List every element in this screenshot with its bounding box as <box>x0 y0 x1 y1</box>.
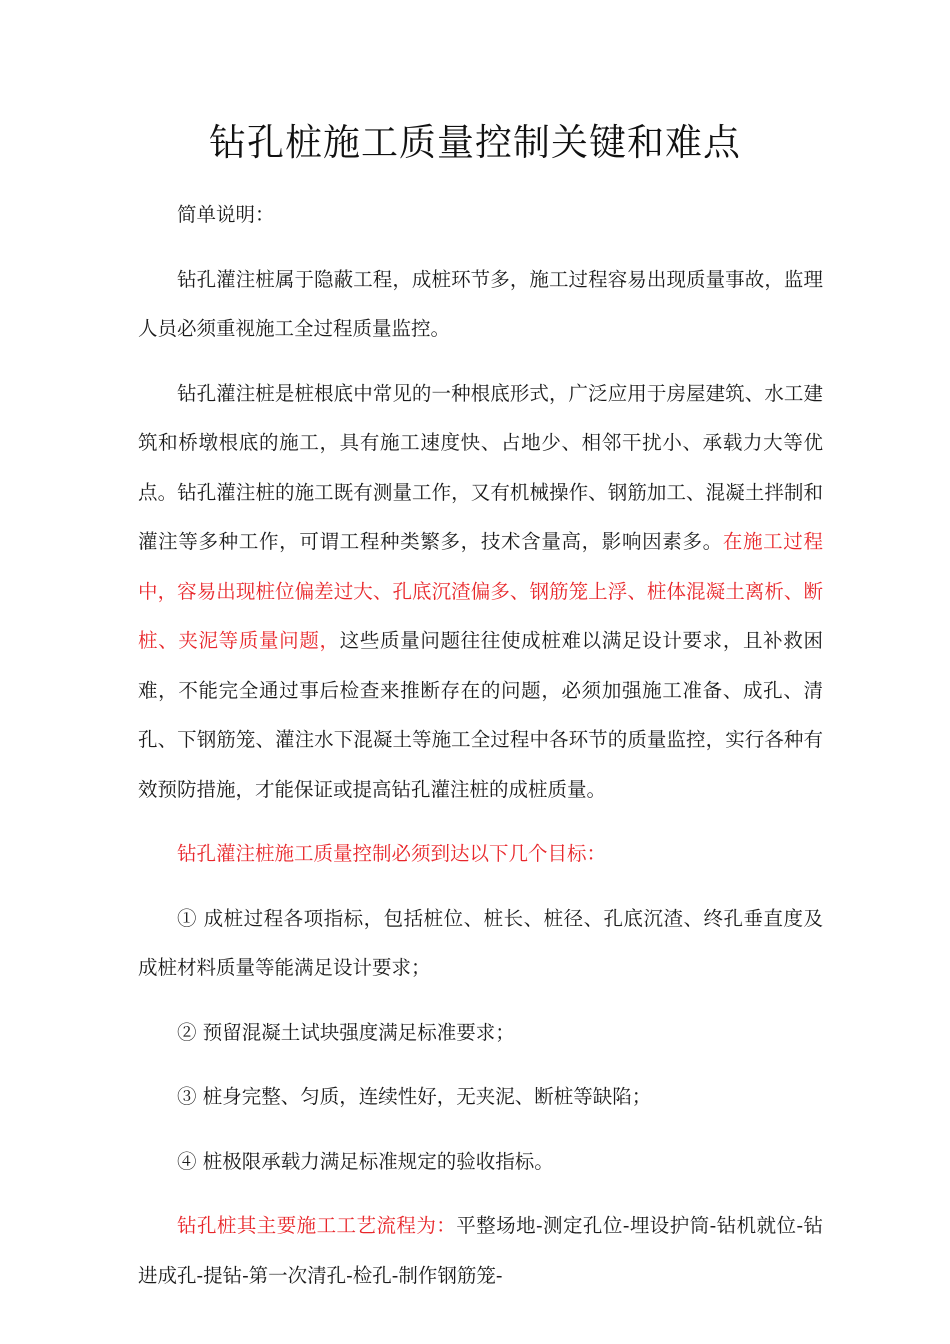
intro-label: 简单说明： <box>177 203 275 226</box>
goal-item-2: ② 预留混凝土试块强度满足标准要求； <box>177 1020 515 1044</box>
document-body <box>138 190 823 1300</box>
process-label: 钻孔桩其主要施工工艺流程为： <box>177 1214 457 1237</box>
paragraph-2-highlight: 在施工过程中，容易出现桩位偏差过大、孔底沉渣偏多、钢筋笼上浮、桩体混凝土离析、断桩、夹泥等质量问题， <box>138 530 823 652</box>
paragraph-2-start: 钻孔灌注桩是桩根底中常见的一种根底形式，广泛应用于房屋建筑、水工建筑和桥墩根底的施工，具有施工速度快、占地少、相邻干扰小、承载力大等优点。钻孔灌注桩的施工既有测量工作，又有机械操作、钢筋加工、混凝土拌制和灌注等多种工作，可谓工程种类繁多，技术含量高，影响因素多。 <box>138 381 823 553</box>
goals-heading: 钻孔灌注桩施工质量控制必须到达以下几个目标： <box>177 842 607 865</box>
process-paragraph <box>138 1201 823 1300</box>
goal-item-1: ① 成桩过程各项指标，包括桩位、桩长、桩径、孔底沉渣、终孔垂直度及成桩材料质量等能满足设计要求； <box>138 906 823 979</box>
goal-item-4: ④ 桩极限承载力满足标准规定的验收指标。 <box>177 1149 554 1173</box>
document-title: 钻孔桩施工质量控制关键和难点 <box>209 121 741 164</box>
process-text: 平整场地-测定孔位-埋设护筒-钻机就位-钻进成孔-提钻-第一次清孔-检孔-制作钢筋笼- <box>138 1214 823 1287</box>
paragraph-2-end: 这些质量问题往往使成桩难以满足设计要求，且补救困难，不能完全通过事后检查来推断存在的问题，必须加强施工准备、成孔、清孔、下钢筋笼、灌注水下混凝土等施工全过程中各环节的质量监控，实行各种有效预防措施，才能保证或提高钻孔灌注桩的成桩质量。 <box>138 629 823 801</box>
paragraph-2 <box>138 369 823 815</box>
paragraph-1: 钻孔灌注桩属于隐蔽工程，成桩环节多，施工过程容易出现质量事故，监理人员必须重视施工全过程质量监控。 <box>138 267 823 340</box>
goal-item-3: ③ 桩身完整、匀质，连续性好，无夹泥、断桩等缺陷； <box>177 1085 652 1108</box>
